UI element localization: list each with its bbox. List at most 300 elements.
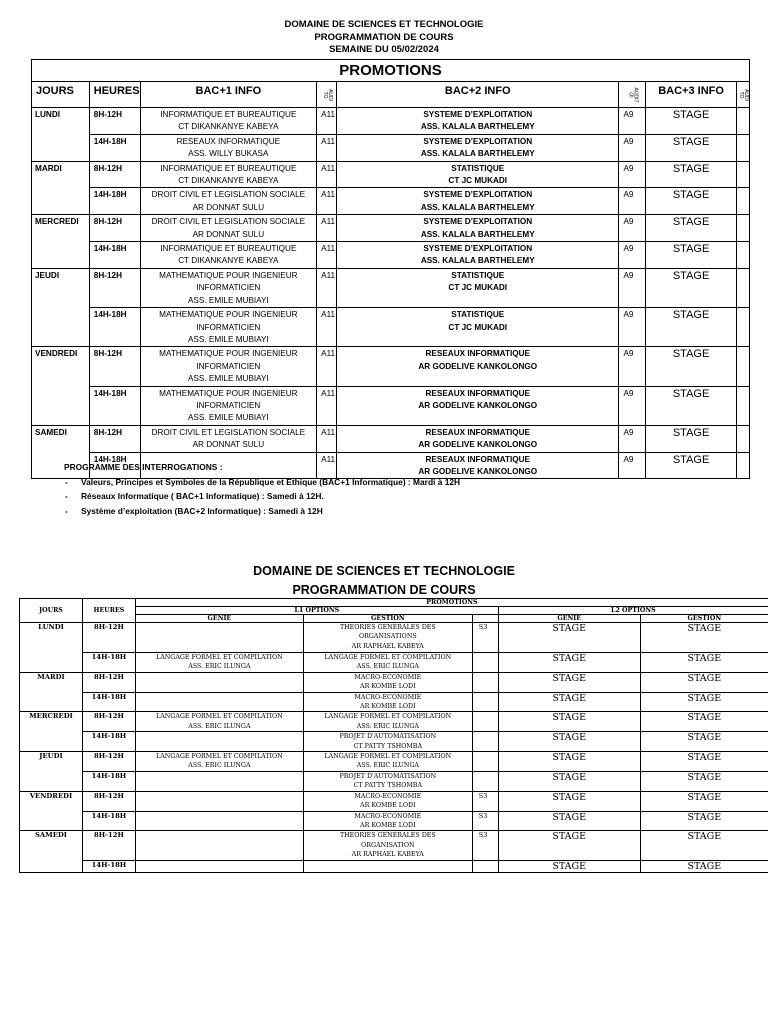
l2-gestion-course: STAGE <box>640 623 768 653</box>
room-cell: A11 <box>317 347 337 386</box>
time-cell: 8H-12H <box>82 831 135 861</box>
room-cell <box>472 692 498 712</box>
bac2-course-line: ASS. KALALA BARTHELEMY <box>420 202 535 212</box>
l1-gestion-course-line: PROJET D'AUTOMATISATION <box>339 772 437 780</box>
day-cell: LUNDI <box>32 108 90 162</box>
header-line: DOMAINE DE SCIENCES ET TECHNOLOGIE <box>284 19 484 30</box>
room-cell: A11 <box>317 425 337 452</box>
l2-genie-course: STAGE <box>498 771 640 791</box>
table-row <box>32 188 750 215</box>
l1-genie-course-line: ASS. ERIC ILUNGA <box>188 663 251 671</box>
table-row <box>20 771 768 791</box>
room-cell <box>736 108 749 135</box>
l1-gestion-course <box>303 791 472 811</box>
l1-gestion-course-line: ORGANISATIONS <box>358 633 417 641</box>
bac2-course <box>337 308 619 347</box>
time-cell: 14H-18H <box>82 692 135 712</box>
l2-gestion-course: STAGE <box>640 861 768 873</box>
bac2-course-line: SYSTEME D’EXPLOITATION <box>423 244 533 254</box>
bac2-course-line: STATISTIQUE <box>451 270 505 280</box>
l1-gestion-course <box>303 653 472 673</box>
room-cell: A11 <box>317 215 337 242</box>
l1-gestion-course-line: ASS. ERIC ILUNGA <box>356 722 419 730</box>
l1-genie-course <box>135 653 303 673</box>
l1-genie-course <box>135 672 303 692</box>
bac1-course-line: ASS. WILLY BUKASA <box>188 149 269 159</box>
bac3-course: STAGE <box>646 161 737 188</box>
table-row <box>32 308 750 347</box>
bac1-course-line: MATHEMATIQUE POUR INGENIEUR <box>159 388 298 398</box>
room-cell <box>736 386 749 425</box>
interrogations-program <box>64 460 460 518</box>
col-room <box>472 615 498 623</box>
room-cell: A11 <box>317 308 337 347</box>
room-cell: A11 <box>317 452 337 479</box>
time-cell: 8H-12H <box>82 752 135 772</box>
time-cell: 8H-12H <box>89 268 140 307</box>
l-options-schedule-table <box>19 598 768 873</box>
bac1-course-line: MATHEMATIQUE POUR INGENIEUR <box>159 349 298 359</box>
bac1-course <box>140 215 317 242</box>
table-row <box>20 752 768 772</box>
l2-genie-course: STAGE <box>498 791 640 811</box>
time-cell: 8H-12H <box>82 623 135 653</box>
bac2-course <box>337 188 619 215</box>
col-l1-options: L1 OPTIONS <box>135 607 498 615</box>
l1-gestion-course-line: MACRO-ECONOMIE <box>354 812 422 820</box>
l2-genie-course: STAGE <box>498 672 640 692</box>
time-cell: 8H-12H <box>89 347 140 386</box>
l2-genie-course: STAGE <box>498 811 640 831</box>
bac2-course <box>337 386 619 425</box>
bac3-course: STAGE <box>646 268 737 307</box>
l1-genie-course <box>135 752 303 772</box>
l1-genie-course-line: ASS. ERIC ILUNGA <box>188 762 251 770</box>
l2-genie-course: STAGE <box>498 831 640 861</box>
bac3-course: STAGE <box>646 134 737 161</box>
l1-gestion-course <box>303 732 472 752</box>
room-cell: S3 <box>472 811 498 831</box>
time-cell: 14H-18H <box>89 242 140 269</box>
bac2-course-line: ASS. KALALA BARTHELEMY <box>420 122 535 132</box>
l2-gestion-course: STAGE <box>640 771 768 791</box>
time-cell: 14H-18H <box>89 452 140 479</box>
l1-gestion-course-line: AR KOMBE LODI <box>360 802 416 810</box>
l1-gestion-course-line: LANGAGE FORMEL ET COMPILATION <box>324 753 452 761</box>
day-cell: MERCREDI <box>32 215 90 269</box>
bac1-course <box>140 386 317 425</box>
day-cell: SAMEDI <box>20 831 83 873</box>
l1-genie-course-line: LANGAGE FORMEL ET COMPILATION <box>156 654 283 661</box>
table-row <box>32 386 750 425</box>
table-row <box>32 242 750 269</box>
l1-gestion-course <box>303 861 472 873</box>
time-cell: 14H-18H <box>82 771 135 791</box>
bac2-course-line: RESEAUX INFORMATIQUE <box>425 454 530 464</box>
time-cell: 8H-12H <box>82 672 135 692</box>
bac1-course <box>140 161 317 188</box>
room-cell <box>736 242 749 269</box>
room-cell: A11 <box>317 188 337 215</box>
room-cell <box>472 732 498 752</box>
bac3-course: STAGE <box>646 347 737 386</box>
bac2-course-line: AR GODELIVE KANKOLONGO <box>418 466 538 476</box>
bac1-course-line: ASS. EMILE MUBIAYI <box>187 334 269 344</box>
bac2-course-line: ASS. KALALA BARTHELEMY <box>420 256 535 266</box>
l2-genie-course: STAGE <box>498 623 640 653</box>
bac1-course-line: AR DONNAT SULU <box>192 440 265 450</box>
table-row <box>20 861 768 873</box>
day-cell: MERCREDI <box>20 712 83 752</box>
l1-genie-course-line: LANGAGE FORMEL ET COMPILATION <box>156 753 283 761</box>
time-cell: 14H-18H <box>82 861 135 873</box>
bac3-course: STAGE <box>646 108 737 135</box>
l2-genie-course: STAGE <box>498 732 640 752</box>
l1-gestion-course-line: AR RAPHAEL KABEYA <box>351 642 424 650</box>
table-row <box>32 347 750 386</box>
l1-gestion-course-line: CT PATTY TSHOMBA <box>353 782 422 790</box>
l1-genie-course <box>135 861 303 873</box>
bac1-course-line: DROIT CIVIL ET LEGISLATION SOCIALE <box>151 217 306 227</box>
col-bac1: BAC+1 INFO <box>140 82 317 108</box>
room-cell <box>736 215 749 242</box>
bac2-course-line: AR GODELIVE KANKOLONGO <box>418 440 538 450</box>
room-cell: A9 <box>619 452 646 479</box>
l1-gestion-course <box>303 623 472 653</box>
room-cell: A9 <box>619 425 646 452</box>
time-cell: 14H-18H <box>89 308 140 347</box>
bac1-course <box>140 134 317 161</box>
bac1-course-line: INFORMATIQUE ET BUREAUTIQUE <box>160 244 297 254</box>
bac1-course-line: MATHEMATIQUE POUR INGENIEUR <box>159 270 298 280</box>
table-row <box>32 161 750 188</box>
l2-genie-course: STAGE <box>498 712 640 732</box>
bac2-course <box>337 425 619 452</box>
room-cell: A11 <box>317 242 337 269</box>
bac1-course <box>140 268 317 307</box>
l1-gestion-course <box>303 811 472 831</box>
bac-schedule-table <box>31 59 750 479</box>
room-cell <box>472 771 498 791</box>
l1-gestion-course <box>303 692 472 712</box>
table-row <box>32 268 750 307</box>
bac3-course: STAGE <box>646 188 737 215</box>
l1-gestion-course-line: ORGANISATION <box>361 841 415 849</box>
l1-gestion-course-line: AR RAPHAEL KABEYA <box>351 851 424 859</box>
l2-genie-course: STAGE <box>498 653 640 673</box>
room-cell <box>736 188 749 215</box>
time-cell: 14H-18H <box>82 811 135 831</box>
l1-genie-course <box>135 732 303 752</box>
room-cell <box>736 134 749 161</box>
l2-gestion-course: STAGE <box>640 811 768 831</box>
day-cell: VENDREDI <box>32 347 90 425</box>
col-l2-gestion: GESTION <box>640 615 768 623</box>
room-cell <box>472 712 498 732</box>
room-cell <box>736 425 749 452</box>
bac1-course-line: AR DONNAT SULU <box>192 202 265 212</box>
bac1-course <box>140 188 317 215</box>
day-cell: MARDI <box>32 161 90 215</box>
bac1-course-line: INFORMATICIEN <box>196 283 261 293</box>
l2-gestion-course: STAGE <box>640 791 768 811</box>
bac1-course <box>140 425 317 452</box>
l2-gestion-course: STAGE <box>640 831 768 861</box>
header-line: PROGRAMMATION DE COURS <box>292 583 476 597</box>
day-cell: LUNDI <box>20 623 83 673</box>
l1-genie-course <box>135 712 303 732</box>
bac3-course: STAGE <box>646 452 737 479</box>
l1-gestion-course-line: MACRO-ECONOMIE <box>354 673 422 681</box>
bac2-course-line: AR GODELIVE KANKOLONGO <box>418 400 538 410</box>
col-jours: JOURS <box>20 599 83 623</box>
bac2-course <box>337 242 619 269</box>
l2-gestion-course: STAGE <box>640 692 768 712</box>
l1-gestion-course-line: AR KOMBE LODI <box>360 703 416 711</box>
schedule-header <box>0 19 768 57</box>
table-row <box>32 425 750 452</box>
time-cell: 14H-18H <box>82 653 135 673</box>
interro-item: - Système d’exploitation (BAC+2 Informatique) : Samedi à 12H <box>64 504 460 519</box>
time-cell: 14H-18H <box>89 386 140 425</box>
l1-gestion-course-line: THEORIES GENERALES DES <box>339 832 436 840</box>
room-cell: S3 <box>472 623 498 653</box>
col-l2-options: L2 OPTIONS <box>498 607 768 615</box>
table-row <box>20 653 768 673</box>
l2-gestion-course: STAGE <box>640 712 768 732</box>
table-row <box>20 672 768 692</box>
l1-gestion-course-line: AR KOMBE LODI <box>360 821 416 829</box>
col-heures: HEURES <box>82 599 135 623</box>
time-cell: 8H-12H <box>89 215 140 242</box>
bac1-course-line: ASS. EMILE MUBIAYI <box>187 295 269 305</box>
table-row <box>32 108 750 135</box>
col-l2-genie: GENIE <box>498 615 640 623</box>
l1-genie-course <box>135 791 303 811</box>
table-row <box>20 831 768 861</box>
l1-gestion-course-line: MACRO-ECONOMIE <box>354 792 422 800</box>
day-cell: JEUDI <box>20 752 83 792</box>
bac2-course-line: STATISTIQUE <box>451 163 505 173</box>
l2-gestion-course: STAGE <box>640 672 768 692</box>
table-row <box>32 134 750 161</box>
bac1-course-line: INFORMATICIEN <box>196 322 261 332</box>
time-cell: 14H-18H <box>82 732 135 752</box>
l1-gestion-course-line: ASS. ERIC ILUNGA <box>356 663 419 671</box>
l1-genie-course <box>135 623 303 653</box>
l1-gestion-course <box>303 831 472 861</box>
col-audi: AUDIT OI <box>619 82 646 108</box>
room-cell: A11 <box>317 134 337 161</box>
time-cell: 14H-18H <box>89 134 140 161</box>
interro-item: - Réseaux Informatique ( BAC+1 Informatique) : Samedi à 12H. <box>64 489 460 504</box>
l1-genie-course-line: ASS. ERIC ILUNGA <box>188 722 251 730</box>
day-cell: MARDI <box>20 672 83 712</box>
day-cell: VENDREDI <box>20 791 83 831</box>
header-line: DOMAINE DE SCIENCES ET TECHNOLOGIE <box>253 564 515 578</box>
room-cell <box>736 308 749 347</box>
bac2-course-line: SYSTEME D’EXPLOITATION <box>423 217 533 227</box>
table-row <box>32 215 750 242</box>
bac1-course <box>140 347 317 386</box>
bac2-course <box>337 215 619 242</box>
bac3-course: STAGE <box>646 215 737 242</box>
bac1-course <box>140 308 317 347</box>
bac3-course: STAGE <box>646 242 737 269</box>
l1-genie-course <box>135 771 303 791</box>
room-cell <box>472 752 498 772</box>
bac1-course <box>140 242 317 269</box>
l2-gestion-course: STAGE <box>640 752 768 772</box>
time-cell: 14H-18H <box>89 188 140 215</box>
l1-gestion-course-line: THEORIES GENERALES DES <box>339 624 436 631</box>
bac1-course <box>140 108 317 135</box>
promotions-title: PROMOTIONS <box>135 599 768 607</box>
bac1-course-line: RESEAUX INFORMATIQUE <box>176 136 281 146</box>
table-row <box>20 692 768 712</box>
bac2-course-line: SYSTEME D’EXPLOITATION <box>423 136 533 146</box>
col-jours: JOURS <box>32 82 90 108</box>
l1-genie-course <box>135 811 303 831</box>
bac2-course-line: CT JC MUKADI <box>448 176 508 186</box>
l1-gestion-course-line: LANGAGE FORMEL ET COMPILATION <box>324 654 452 661</box>
bac2-course <box>337 108 619 135</box>
bac1-course-line: INFORMATIQUE ET BUREAUTIQUE <box>160 110 297 119</box>
room-cell: A9 <box>619 215 646 242</box>
time-cell: 8H-12H <box>82 712 135 732</box>
room-cell: S3 <box>472 831 498 861</box>
bac1-course-line: ASS. EMILE MUBIAYI <box>187 374 269 384</box>
l2-genie-course: STAGE <box>498 861 640 873</box>
bac2-course-line: RESEAUX INFORMATIQUE <box>425 388 530 398</box>
bac2-course-line: AR GODELIVE KANKOLONGO <box>418 361 538 371</box>
room-cell: A11 <box>317 108 337 135</box>
bac1-course-line: CT DIKANKANYE KABEYA <box>178 122 279 132</box>
interro-item: - Valeurs, Principes et Symboles de la République et Ethique (BAC+1 Informatique) : Mardi à 12H <box>64 475 460 490</box>
room-cell <box>736 161 749 188</box>
room-cell: A11 <box>317 268 337 307</box>
col-heures: HEURES <box>89 82 140 108</box>
l1-genie-course <box>135 692 303 712</box>
room-cell: A9 <box>619 347 646 386</box>
col-bac3: BAC+3 INFO <box>646 82 737 108</box>
l1-gestion-course <box>303 712 472 732</box>
table-row <box>20 732 768 752</box>
room-cell <box>736 347 749 386</box>
col-l1-gestion: GESTION <box>303 615 472 623</box>
bac1-course-line: CT DIKANKANYE KABEYA <box>178 256 279 266</box>
room-cell: A9 <box>619 134 646 161</box>
bac3-course: STAGE <box>646 425 737 452</box>
l1-gestion-course <box>303 771 472 791</box>
room-cell <box>472 653 498 673</box>
col-bac2: BAC+2 INFO <box>337 82 619 108</box>
room-cell: A9 <box>619 308 646 347</box>
l1-genie-course <box>135 831 303 861</box>
l1-gestion-course <box>303 752 472 772</box>
bac2-course-line: RESEAUX INFORMATIQUE <box>425 349 530 359</box>
time-cell: 8H-12H <box>89 108 140 135</box>
time-cell: 8H-12H <box>89 425 140 452</box>
l1-genie-course-line: LANGAGE FORMEL ET COMPILATION <box>156 713 283 721</box>
bac2-course-line: RESEAUX INFORMATIQUE <box>425 427 530 437</box>
time-cell: 8H-12H <box>89 161 140 188</box>
bac1-course-line: DROIT CIVIL ET LEGISLATION SOCIALE <box>151 190 306 200</box>
room-cell <box>736 268 749 307</box>
room-cell: A9 <box>619 386 646 425</box>
l1-gestion-course-line: MACRO-ECONOMIE <box>354 693 422 701</box>
bac2-course-line: CT JC MUKADI <box>448 283 508 293</box>
bac2-course <box>337 161 619 188</box>
day-cell: JEUDI <box>32 268 90 346</box>
room-cell: A11 <box>317 161 337 188</box>
bac1-course-line: CT DIKANKANYE KABEYA <box>178 176 279 186</box>
room-cell: A9 <box>619 161 646 188</box>
room-cell <box>472 861 498 873</box>
bac3-course: STAGE <box>646 308 737 347</box>
col-l1-genie: GENIE <box>135 615 303 623</box>
time-cell: 8H-12H <box>82 791 135 811</box>
l1-gestion-course-line: LANGAGE FORMEL ET COMPILATION <box>324 713 452 721</box>
l2-gestion-course: STAGE <box>640 653 768 673</box>
bac1-course-line: INFORMATIQUE ET BUREAUTIQUE <box>160 163 297 173</box>
bac1-course-line: AR DONNAT SULU <box>192 229 265 239</box>
bac2-course <box>337 347 619 386</box>
col-audi: AUDI TO <box>736 82 749 108</box>
room-cell: A9 <box>619 242 646 269</box>
bac3-course: STAGE <box>646 386 737 425</box>
room-cell: A9 <box>619 268 646 307</box>
bac2-course-line: ASS. KALALA BARTHELEMY <box>420 229 535 239</box>
bac1-course-line: ASS. EMILE MUBIAYI <box>187 413 269 423</box>
bac1-course-line: MATHEMATIQUE POUR INGENIEUR <box>159 310 298 320</box>
l1-gestion-course-line: PROJET D'AUTOMATISATION <box>339 733 437 741</box>
bac2-course-line: SYSTEME D’EXPLOITATION <box>423 110 533 119</box>
bac2-course-line: CT JC MUKADI <box>448 322 508 332</box>
room-cell: A9 <box>619 188 646 215</box>
bac2-course-line: ASS. KALALA BARTHELEMY <box>420 149 535 159</box>
room-cell: S3 <box>472 791 498 811</box>
col-audi: AUDI TO <box>317 82 337 108</box>
interro-title: PROGRAMME DES INTERROGATIONS : <box>64 462 223 472</box>
room-cell <box>472 672 498 692</box>
bac2-course-line: STATISTIQUE <box>451 310 505 320</box>
bac2-course <box>337 134 619 161</box>
l2-genie-course: STAGE <box>498 692 640 712</box>
room-cell <box>736 452 749 479</box>
room-cell: A9 <box>619 108 646 135</box>
header-line: SEMAINE DU 05/02/2024 <box>329 44 439 55</box>
table-row <box>20 623 768 653</box>
bac1-course-line: INFORMATICIEN <box>196 361 261 371</box>
room-cell: A11 <box>317 386 337 425</box>
l1-gestion-course-line: AR KOMBE LODI <box>360 683 416 691</box>
schedule-header-2 <box>0 562 768 600</box>
bac2-course-line: SYSTEME D’EXPLOITATION <box>423 190 533 200</box>
l2-gestion-course: STAGE <box>640 732 768 752</box>
table-row <box>20 811 768 831</box>
bac1-course-line: DROIT CIVIL ET LEGISLATION SOCIALE <box>151 427 306 437</box>
bac1-course-line: INFORMATICIEN <box>196 400 261 410</box>
l1-gestion-course <box>303 672 472 692</box>
header-line: PROGRAMMATION DE COURS <box>314 31 454 43</box>
day-cell: SAMEDI <box>32 425 90 479</box>
table-row <box>20 791 768 811</box>
l1-gestion-course-line: CT PATTY TSHOMBA <box>353 742 422 750</box>
l1-gestion-course-line: ASS. ERIC ILUNGA <box>356 762 419 770</box>
bac2-course <box>337 268 619 307</box>
promotions-title: PROMOTIONS <box>32 60 750 82</box>
